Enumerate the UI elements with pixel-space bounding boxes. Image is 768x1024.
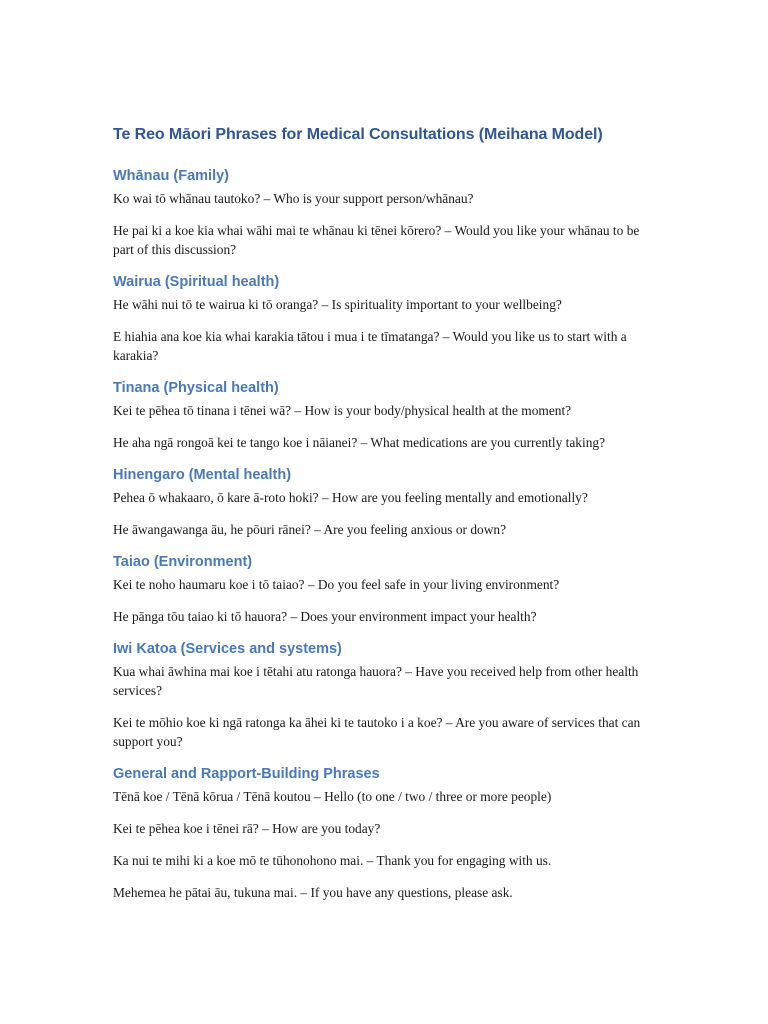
phrase: Kei te noho haumaru koe i tō taiao? – Do you feel safe in your living environment? <box>113 577 560 592</box>
section-taiao <box>113 552 658 626</box>
phrase: He aha ngā rongoā kei te tango koe i nāianei? – What medications are you currently taking? <box>113 435 606 450</box>
document-content <box>113 122 658 915</box>
phrase: E hiahia ana koe kia whai karakia tātou i mua i te tīmatanga? – Would you like us to start with a karakia? <box>113 329 627 363</box>
section-heading: Hinengaro (Mental health) <box>113 467 292 483</box>
phrase: He āwangawanga āu, he pōuri rānei? – Are you feeling anxious or down? <box>113 522 507 537</box>
section-wairua <box>113 272 658 365</box>
phrase: Ka nui te mihi ki a koe mō te tūhonohono mai. – Thank you for engaging with us. <box>113 853 552 868</box>
section-heading: Iwi Katoa (Services and systems) <box>113 641 342 657</box>
section-general-rapport <box>113 764 658 902</box>
phrase: Kei te pēhea tō tinana i tēnei wā? – How is your body/physical health at the moment? <box>113 403 572 418</box>
phrase: Kua whai āwhina mai koe i tētahi atu ratonga hauora? – Have you received help from other health services? <box>113 664 639 698</box>
section-heading: Wairua (Spiritual health) <box>113 274 280 290</box>
phrase: He wāhi nui tō te wairua ki tō oranga? – Is spirituality important to your wellbeing? <box>113 297 562 312</box>
section-tinana <box>113 378 658 452</box>
phrase: Kei te mōhio koe ki ngā ratonga ka āhei ki te tautoko i a koe? – Are you aware of services that can support you? <box>113 715 641 749</box>
phrase: Kei te pēhea koe i tēnei rā? – How are you today? <box>113 821 381 836</box>
phrase: Mehemea he pātai āu, tukuna mai. – If you have any questions, please ask. <box>113 885 513 900</box>
phrase: Tēnā koe / Tēnā kōrua / Tēnā koutou – Hello (to one / two / three or more people) <box>113 789 552 804</box>
section-heading: Whānau (Family) <box>113 168 230 184</box>
phrase: Pehea ō whakaaro, ō kare ā-roto hoki? – How are you feeling mentally and emotionally? <box>113 490 588 505</box>
section-whanau <box>113 166 658 259</box>
phrase: He pānga tōu taiao ki tō hauora? – Does your environment impact your health? <box>113 609 537 624</box>
phrase: He pai ki a koe kia whai wāhi mai te whānau ki tēnei kōrero? – Would you like your whānau to be part of this discussion? <box>113 223 640 257</box>
section-heading: General and Rapport-Building Phrases <box>113 766 380 782</box>
section-iwi-katoa <box>113 639 658 751</box>
section-hinengaro <box>113 465 658 539</box>
section-heading: Taiao (Environment) <box>113 554 253 570</box>
document-title: Te Reo Māori Phrases for Medical Consultations (Meihana Model) <box>113 126 603 143</box>
section-heading: Tinana (Physical health) <box>113 380 279 396</box>
phrase: Ko wai tō whānau tautoko? – Who is your support person/whānau? <box>113 191 474 206</box>
